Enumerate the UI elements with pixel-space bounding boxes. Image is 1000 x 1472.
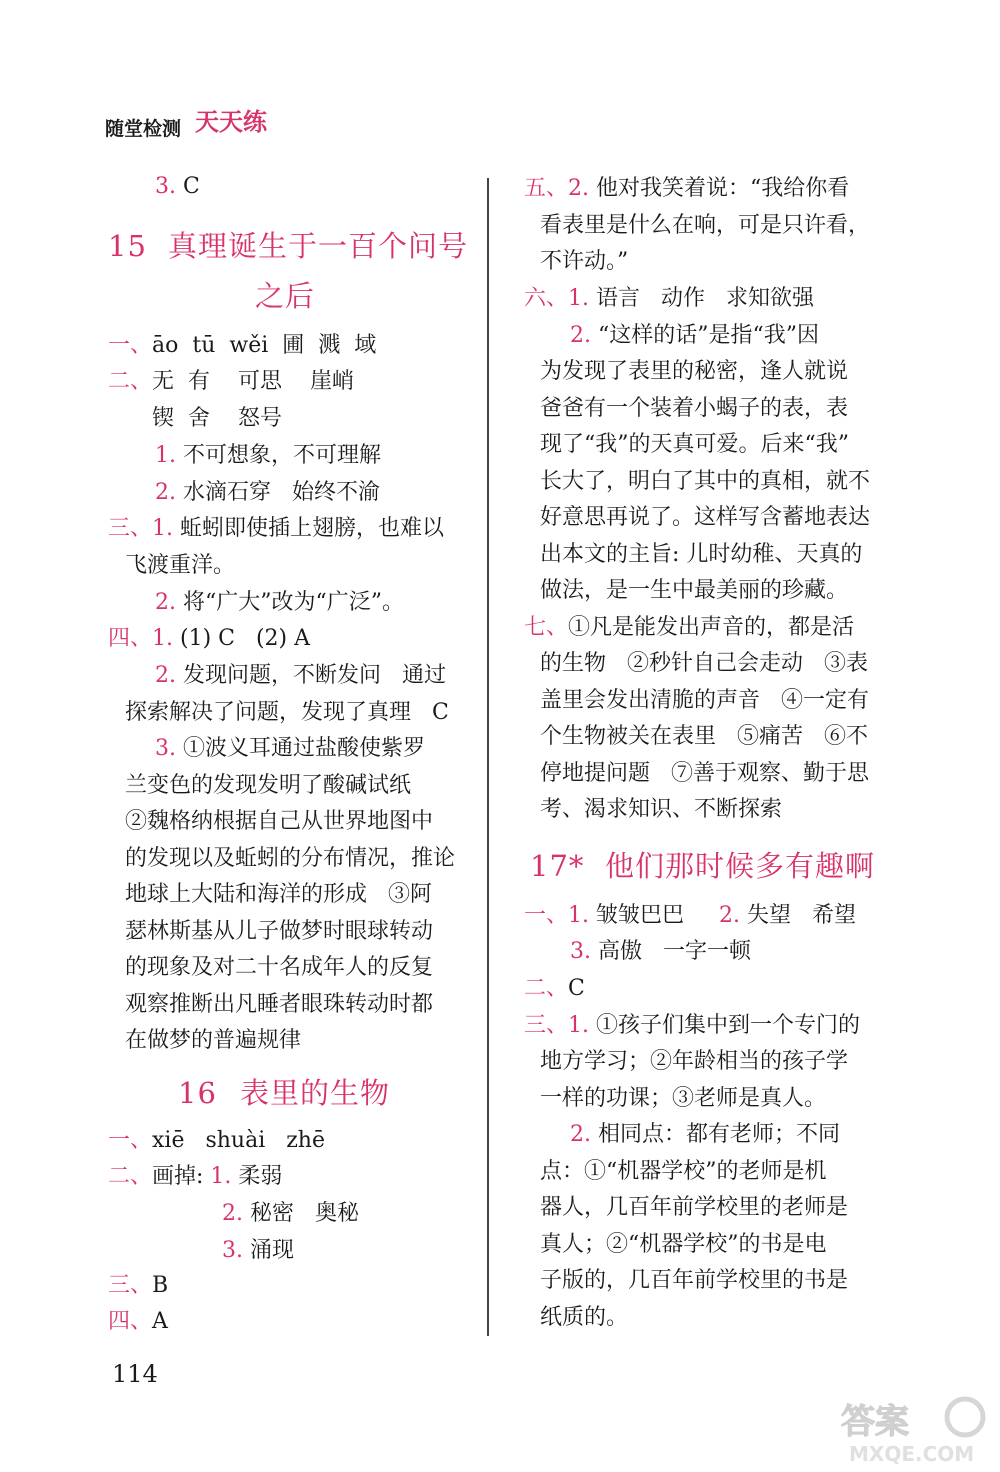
answer-line: 2. 水滴石穿 始终不渝 <box>155 480 380 505</box>
answer-line: 地方学习；②年龄相当的孩子学 <box>540 1049 849 1074</box>
answer-line: 3. 高傲 一字一顿 <box>570 939 751 964</box>
answer-line: 不许动。” <box>540 249 629 274</box>
watermark-bottom: MXQE.COM <box>849 1442 975 1466</box>
brand-logo-text: 天天练 <box>195 108 267 136</box>
answer-line: 四、1. (1) C (2) A <box>108 626 311 651</box>
answer-line: 考、渴求知识、不断探索 <box>540 797 783 822</box>
answer-line: 2. 发现问题，不断发问 通过 <box>155 663 446 688</box>
answer-line: 五、2. 他对我笑着说：“我给你看 <box>524 176 850 201</box>
column-divider <box>487 178 489 1336</box>
answer-line: 一、xiē shuài zhē <box>108 1128 325 1153</box>
brand-name: 随堂检测 <box>105 118 182 140</box>
answer-line: 好意思再说了。这样写含蓄地表达 <box>540 505 871 530</box>
answer-line: 瑟林斯基从儿子做梦时眼球转动 <box>125 919 434 944</box>
answer-line: 三、B <box>108 1273 169 1298</box>
answer-line: 真人；②“机器学校”的书是电 <box>540 1232 827 1257</box>
page-number: 114 <box>112 1360 158 1388</box>
answer-line: 一样的功课；③老师是真人。 <box>540 1086 827 1111</box>
answer-line: 2. 将“广大”改为“广泛”。 <box>155 590 404 615</box>
lesson-17-title: 他们那时候多有趣啊 <box>605 849 876 883</box>
answer-line: 飞渡重洋。 <box>125 553 236 578</box>
lesson-16-number: 16 <box>178 1076 217 1110</box>
answer-line: 器人，几百年前学校里的老师是 <box>540 1195 849 1220</box>
lesson-15-number: 15 <box>108 229 147 263</box>
answer-line: 做法，是一生中最美丽的珍藏。 <box>540 578 849 603</box>
answer-line: 一、1. 皱皱巴巴 2. 失望 希望 <box>524 903 856 928</box>
answer-line: 的生物 ②秒针自己会走动 ③表 <box>540 651 868 676</box>
answer-line: 二、无 有 可思 崖峭 <box>108 369 354 394</box>
answer-line: 三、1. ①孩子们集中到一个专门的 <box>524 1013 860 1038</box>
answer-line: 探索解决了问题，发现了真理 C <box>125 700 449 725</box>
watermark-logo-icon <box>835 1395 995 1467</box>
answer-line: 在做梦的普遍规律 <box>125 1028 302 1053</box>
answer-line: 为发现了表里的秘密，逢人就说 <box>540 359 849 384</box>
answer-line: 锲 舍 怒号 <box>152 406 282 431</box>
answer-line: 1. 不可想象，不可理解 <box>155 443 381 468</box>
answer-line: 地球上大陆和海洋的形成 ③阿 <box>125 882 432 907</box>
brand-logo-icon <box>193 100 343 146</box>
answer-line: 2. 相同点：都有老师；不同 <box>570 1122 840 1147</box>
answer-line: 观察推断出凡睡者眼珠转动时都 <box>125 992 434 1017</box>
answer-line: 3. C <box>155 174 200 199</box>
answer-line: 2. 秘密 奥秘 <box>222 1201 359 1226</box>
answer-line: 点：①“机器学校”的老师是机 <box>540 1159 827 1184</box>
answer-line: 出本文的主旨: 儿时幼稚、天真的 <box>540 542 863 567</box>
answer-line: 子版的，几百年前学校里的书是 <box>540 1268 849 1293</box>
answer-line: 四、A <box>108 1309 168 1334</box>
answer-line: 3. ①波义耳通过盐酸使紫罗 <box>155 736 425 761</box>
answer-line: 看表里是什么在响，可是只许看， <box>540 213 871 238</box>
answer-line: 的现象及对二十名成年人的反复 <box>125 955 434 980</box>
lesson-17-number: 17* <box>530 849 585 883</box>
lesson-15-title-cont: 之后 <box>255 279 316 313</box>
answer-line: 的发现以及蚯蚓的分布情况，推论 <box>125 846 456 871</box>
answer-line: 二、C <box>524 976 585 1001</box>
answer-line: 六、1. 语言 动作 求知欲强 <box>524 286 814 311</box>
answer-line: 三、1. 蚯蚓即使插上翅膀，也难以 <box>108 516 444 541</box>
answer-line: 二、画掉: 1. 柔弱 <box>108 1164 283 1189</box>
answer-line: 爸爸有一个装着小蝎子的表，表 <box>540 396 849 421</box>
answer-line: 现了“我”的天真可爱。后来“我” <box>540 432 849 457</box>
answer-line: 3. 涌现 <box>222 1238 294 1263</box>
answer-line: ②魏格纳根据自己从世界地图中 <box>125 809 434 834</box>
answer-line: 停地提问题 ⑦善于观察、勤于思 <box>540 761 869 786</box>
answer-line: 兰变色的发现发明了酸碱试纸 <box>125 773 412 798</box>
watermark-top: 答案 <box>841 1402 909 1442</box>
answer-line: 2. “这样的话”是指“我”因 <box>570 323 819 348</box>
answer-line: 盖里会发出清脆的声音 ④一定有 <box>540 688 869 713</box>
answer-line: 长大了，明白了其中的真相，就不 <box>540 469 871 494</box>
answer-line: 七、①凡是能发出声音的，都是活 <box>524 615 855 640</box>
lesson-15-title: 真理诞生于一百个问号 <box>168 229 469 263</box>
lesson-16-title: 表里的生物 <box>240 1076 391 1110</box>
answer-line: 个生物被关在表里 ⑤痛苦 ⑥不 <box>540 724 868 749</box>
answer-line: 纸质的。 <box>540 1305 629 1330</box>
answer-line: 一、āo tū wěi 圃 溅 域 <box>108 333 377 358</box>
